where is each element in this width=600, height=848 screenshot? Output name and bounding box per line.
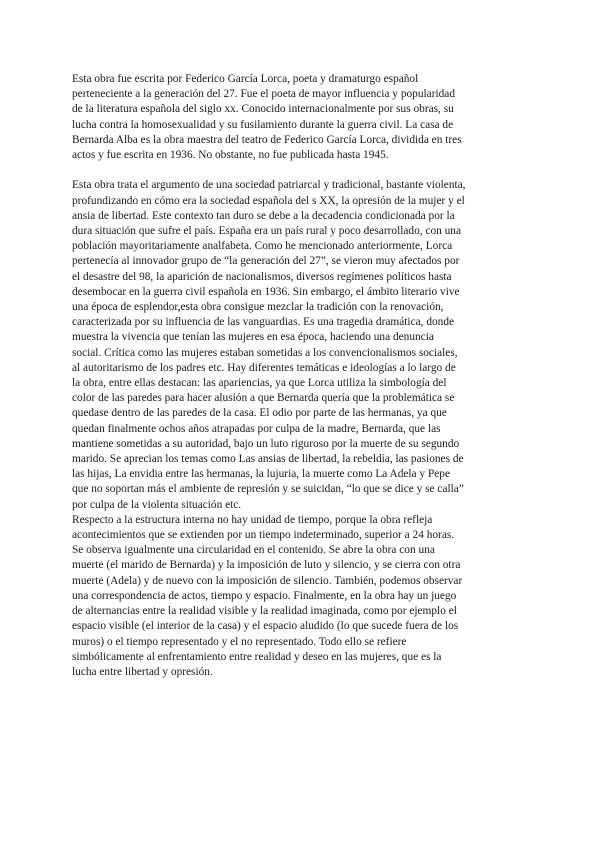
paragraph-structure — [72, 513, 532, 680]
text-line: social. Crítica como las mujeres estaban sometidas a los convencionalismos sociales, — [72, 346, 458, 359]
text-line: Esta obra fue escrita por Federico García Lorca, poeta y dramaturgo español — [72, 73, 419, 85]
text-line: una correspondencia de actos, tiempo y espacio. Finalmente, en la obra hay un juego — [72, 589, 457, 602]
text-line: quedase dentro de las paredes de la casa. El odio por parte de las hermanas, ya que — [72, 407, 447, 420]
text-line: el desastre del 98, la aparición de nacionalismos, diversos regímenes políticos hasta — [72, 270, 452, 283]
text-line: color de las paredes para hacer alusión a que Bernarda quería que la problemática se — [72, 392, 455, 405]
text-line: población mayoritariamente analfabeta. Como he mencionado anteriormente, Lorca — [72, 240, 453, 253]
text-line: Bernarda Alba es la obra maestra del teatro de Federico García Lorca, dividida en tres — [72, 133, 462, 146]
paragraph-intro — [72, 72, 532, 163]
text-line: lucha contra la homosexualidad y su fusilamiento durante la guerra civil. La casa de — [72, 118, 454, 131]
text-line: caracterizada por su influencia de las vanguardias. Es una tragedia dramática, donde — [72, 316, 455, 329]
text-line: ansia de libertad. Este contexto tan duro se debe a la decadencia condicionada por la — [72, 209, 455, 222]
text-line: al autoritarismo de los padres etc. Hay diferentes temáticas e ideologías a lo largo de — [72, 361, 456, 374]
text-line: muerte (Adela) y de nuevo con la imposición de silencio. También, podemos observar — [72, 574, 463, 587]
text-line: que no soportan más el ambiente de represión y se suicidan, “lo que se dice y se calla” — [72, 483, 464, 496]
text-line: quedan finalmente ochos años atrapadas por culpa de la madre, Bernarda, que las — [72, 422, 441, 435]
text-line: de alternancias entre la realidad visible y la realidad imaginada, como por ejemplo el — [72, 605, 457, 618]
text-line: espacio visible (el interior de la casa) y el espacio aludido (lo que sucede fuera de los — [72, 620, 459, 633]
text-line: pertenecía al innovador grupo de “la generación del 27”, se vieron muy afectados por — [72, 255, 460, 268]
text-line: las hijas, La envidia entre las hermanas, la lujuria, la muerte como La Adela y Pepe — [72, 468, 450, 481]
text-line: muestra la vivencia que tenían las mujeres en esa época, haciendo una denuncia — [72, 331, 434, 344]
text-line: actos y fue escrita en 1936. No obstante, no fue publicada hasta 1945. — [72, 149, 389, 162]
text-line: simbólicamente al enfrentamiento entre realidad y deseo en las mujeres, que es la — [72, 650, 442, 663]
text-line: una época de esplendor,esta obra consigue mezclar la tradición con la renovación, — [72, 301, 444, 314]
paragraph-context — [72, 178, 532, 512]
text-line: Esta obra trata el argumento de una sociedad patriarcal y tradicional, bastante violenta, — [72, 179, 466, 192]
text-line: Se observa igualmente una circularidad en el contenido. Se abre la obra con una — [72, 544, 435, 557]
text-line: acontecimientos que se extienden por un tiempo indeterminado, superior a 24 horas. — [72, 529, 455, 542]
text-line: la obra, entre ellas destacan: las apariencias, ya que Lorca utiliza la simbología del — [72, 377, 447, 390]
text-line: lucha entre libertad y opresión. — [72, 665, 213, 678]
text-line: muros) o el tiempo representado y el no representado. Todo ello se refiere — [72, 635, 407, 648]
text-line: Respecto a la estructura interna no hay unidad de tiempo, porque la obra refleja — [72, 513, 433, 526]
text-line: mantiene sometidas a su autoridad, bajo un luto riguroso por la muerte de su segundo — [72, 437, 460, 450]
text-line: marido. Se aprecian los temas como Las ansias de libertad, la rebeldía, las pasiones de — [72, 453, 464, 466]
text-line: desembocar en la guerra civil española en 1936. Sin embargo, el ámbito literario vive — [72, 285, 460, 298]
document-page — [72, 72, 532, 680]
text-line: muerte (el marido de Bernarda) y la imposición de luto y silencio, y se cierra con otra — [72, 559, 461, 572]
paragraph-gap — [72, 163, 532, 178]
text-line: profundizando en cómo era la sociedad española del s XX, la opresión de la mujer y el — [72, 194, 465, 207]
text-line: perteneciente a la generación del 27. Fue el poeta de mayor influencia y popularidad — [72, 88, 456, 101]
text-line: dura situación que sufre el país. España era un país rural y poco desarrollado, con una — [72, 225, 462, 238]
text-line: de la literatura española del siglo xx. Conocido internacionalmente por sus obras, su — [72, 103, 454, 116]
text-line: por culpa de la violenta situación etc. — [72, 498, 242, 511]
